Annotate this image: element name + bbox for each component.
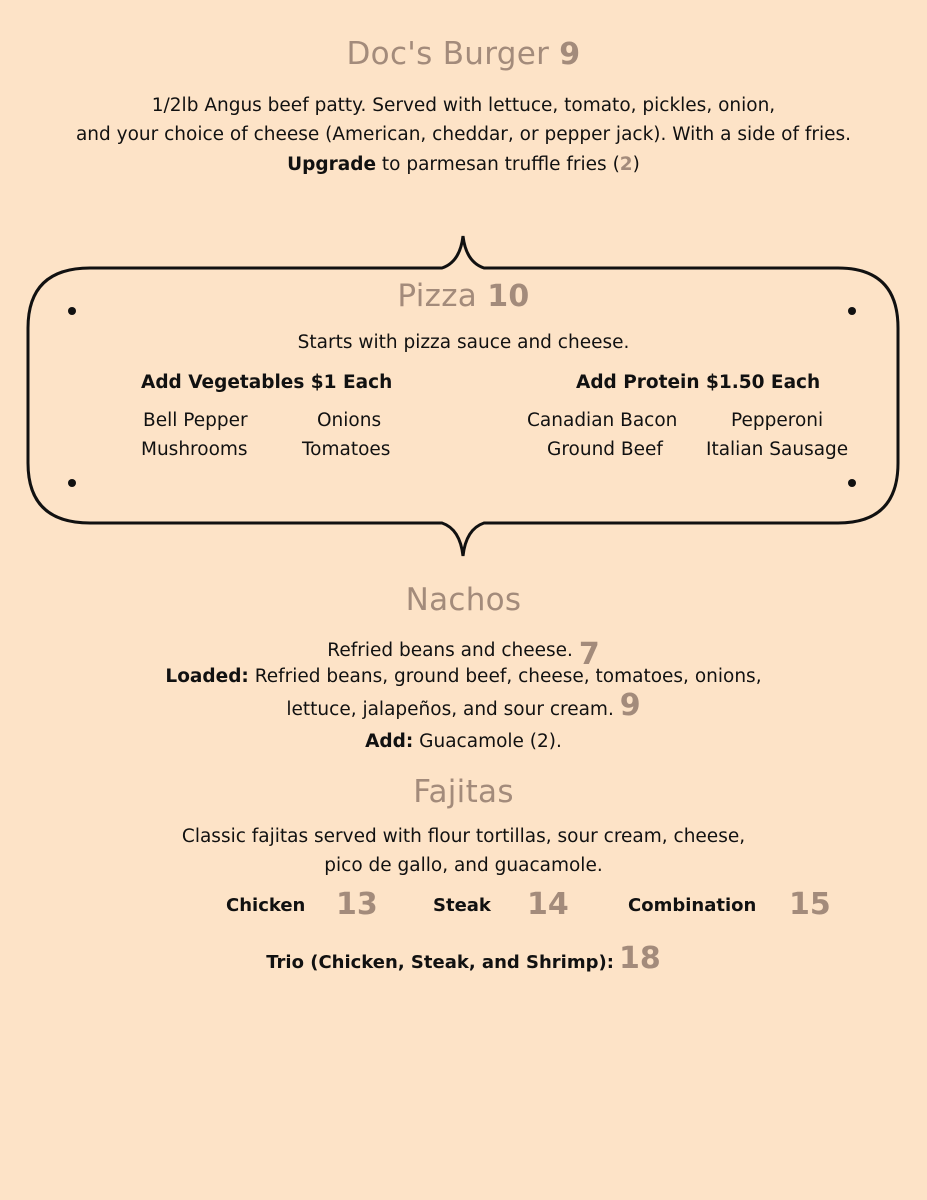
fajitas-option-steak-label: Steak bbox=[433, 895, 491, 916]
nachos-add-text: Guacamole (2). bbox=[413, 731, 562, 752]
protein-item: Italian Sausage bbox=[706, 439, 849, 460]
nachos-add-label: Add: bbox=[365, 731, 414, 752]
burger-upgrade-text: to parmesan truffle fries ( bbox=[376, 154, 620, 175]
burger-desc-1: 1/2lb Angus beef patty. Served with lettuce, tomato, pickles, onion, bbox=[151, 95, 776, 116]
nachos-desc bbox=[0, 632, 927, 672]
pizza-name: Pizza bbox=[397, 278, 478, 314]
nachos-desc-text: Refried beans and cheese. bbox=[327, 640, 573, 661]
nachos-title: Nachos bbox=[405, 582, 522, 618]
fajitas-trio-label: Trio (Chicken, Steak, and Shrimp): bbox=[266, 952, 614, 973]
fajitas-option-combination-price: 15 bbox=[789, 887, 831, 922]
burger-upgrade-close: ) bbox=[632, 154, 640, 175]
frame-dot-bottom-left bbox=[68, 479, 76, 487]
burger-upgrade-label: Upgrade bbox=[287, 154, 376, 175]
pizza-desc: Starts with pizza sauce and cheese. bbox=[297, 332, 630, 353]
fajitas-option-chicken-price: 13 bbox=[336, 887, 378, 922]
burger-price: 9 bbox=[559, 37, 581, 72]
burger-name: Doc's Burger bbox=[346, 36, 550, 72]
fajitas-trio-price: 18 bbox=[619, 941, 661, 976]
nachos-loaded-desc-1: Refried beans, ground beef, cheese, tomatoes, onions, bbox=[248, 666, 762, 687]
burger-desc-2: and your choice of cheese (American, cheddar, or pepper jack). With a side of fries. bbox=[75, 124, 852, 145]
protein-item: Ground Beef bbox=[547, 439, 663, 460]
fajitas-option-steak-price: 14 bbox=[527, 887, 569, 922]
fajitas-option-chicken-label: Chicken bbox=[226, 895, 306, 916]
vegetable-item: Onions bbox=[317, 410, 382, 431]
nachos-add bbox=[0, 727, 927, 756]
nachos-loaded-price: 9 bbox=[619, 688, 641, 723]
fajitas-trio bbox=[0, 941, 927, 976]
pizza-protein-heading: Add Protein $1.50 Each bbox=[576, 372, 821, 393]
nachos-loaded-line-2 bbox=[0, 688, 927, 724]
vegetable-item: Bell Pepper bbox=[143, 410, 248, 431]
vegetable-item: Tomatoes bbox=[302, 439, 391, 460]
frame-dot-bottom-right bbox=[848, 479, 856, 487]
nachos-loaded-line-1 bbox=[0, 662, 927, 691]
vegetable-item: Mushrooms bbox=[141, 439, 248, 460]
nachos-price: 7 bbox=[578, 637, 600, 672]
fajitas-desc-2: pico de gallo, and guacamole. bbox=[324, 855, 603, 876]
nachos-loaded-label: Loaded: bbox=[165, 666, 249, 687]
pizza-title bbox=[0, 278, 927, 314]
protein-item: Canadian Bacon bbox=[527, 410, 678, 431]
fajitas-title: Fajitas bbox=[413, 774, 514, 810]
burger-upgrade-price: 2 bbox=[619, 154, 633, 175]
protein-item: Pepperoni bbox=[731, 410, 824, 431]
fajitas-desc-1: Classic fajitas served with flour tortillas, sour cream, cheese, bbox=[181, 826, 746, 847]
pizza-price: 10 bbox=[487, 279, 530, 314]
fajitas-option-combination-label: Combination bbox=[628, 895, 757, 916]
nachos-loaded-desc-2: lettuce, jalapeños, and sour cream. bbox=[286, 699, 614, 720]
pizza-vegetables-heading: Add Vegetables $1 Each bbox=[141, 372, 393, 393]
